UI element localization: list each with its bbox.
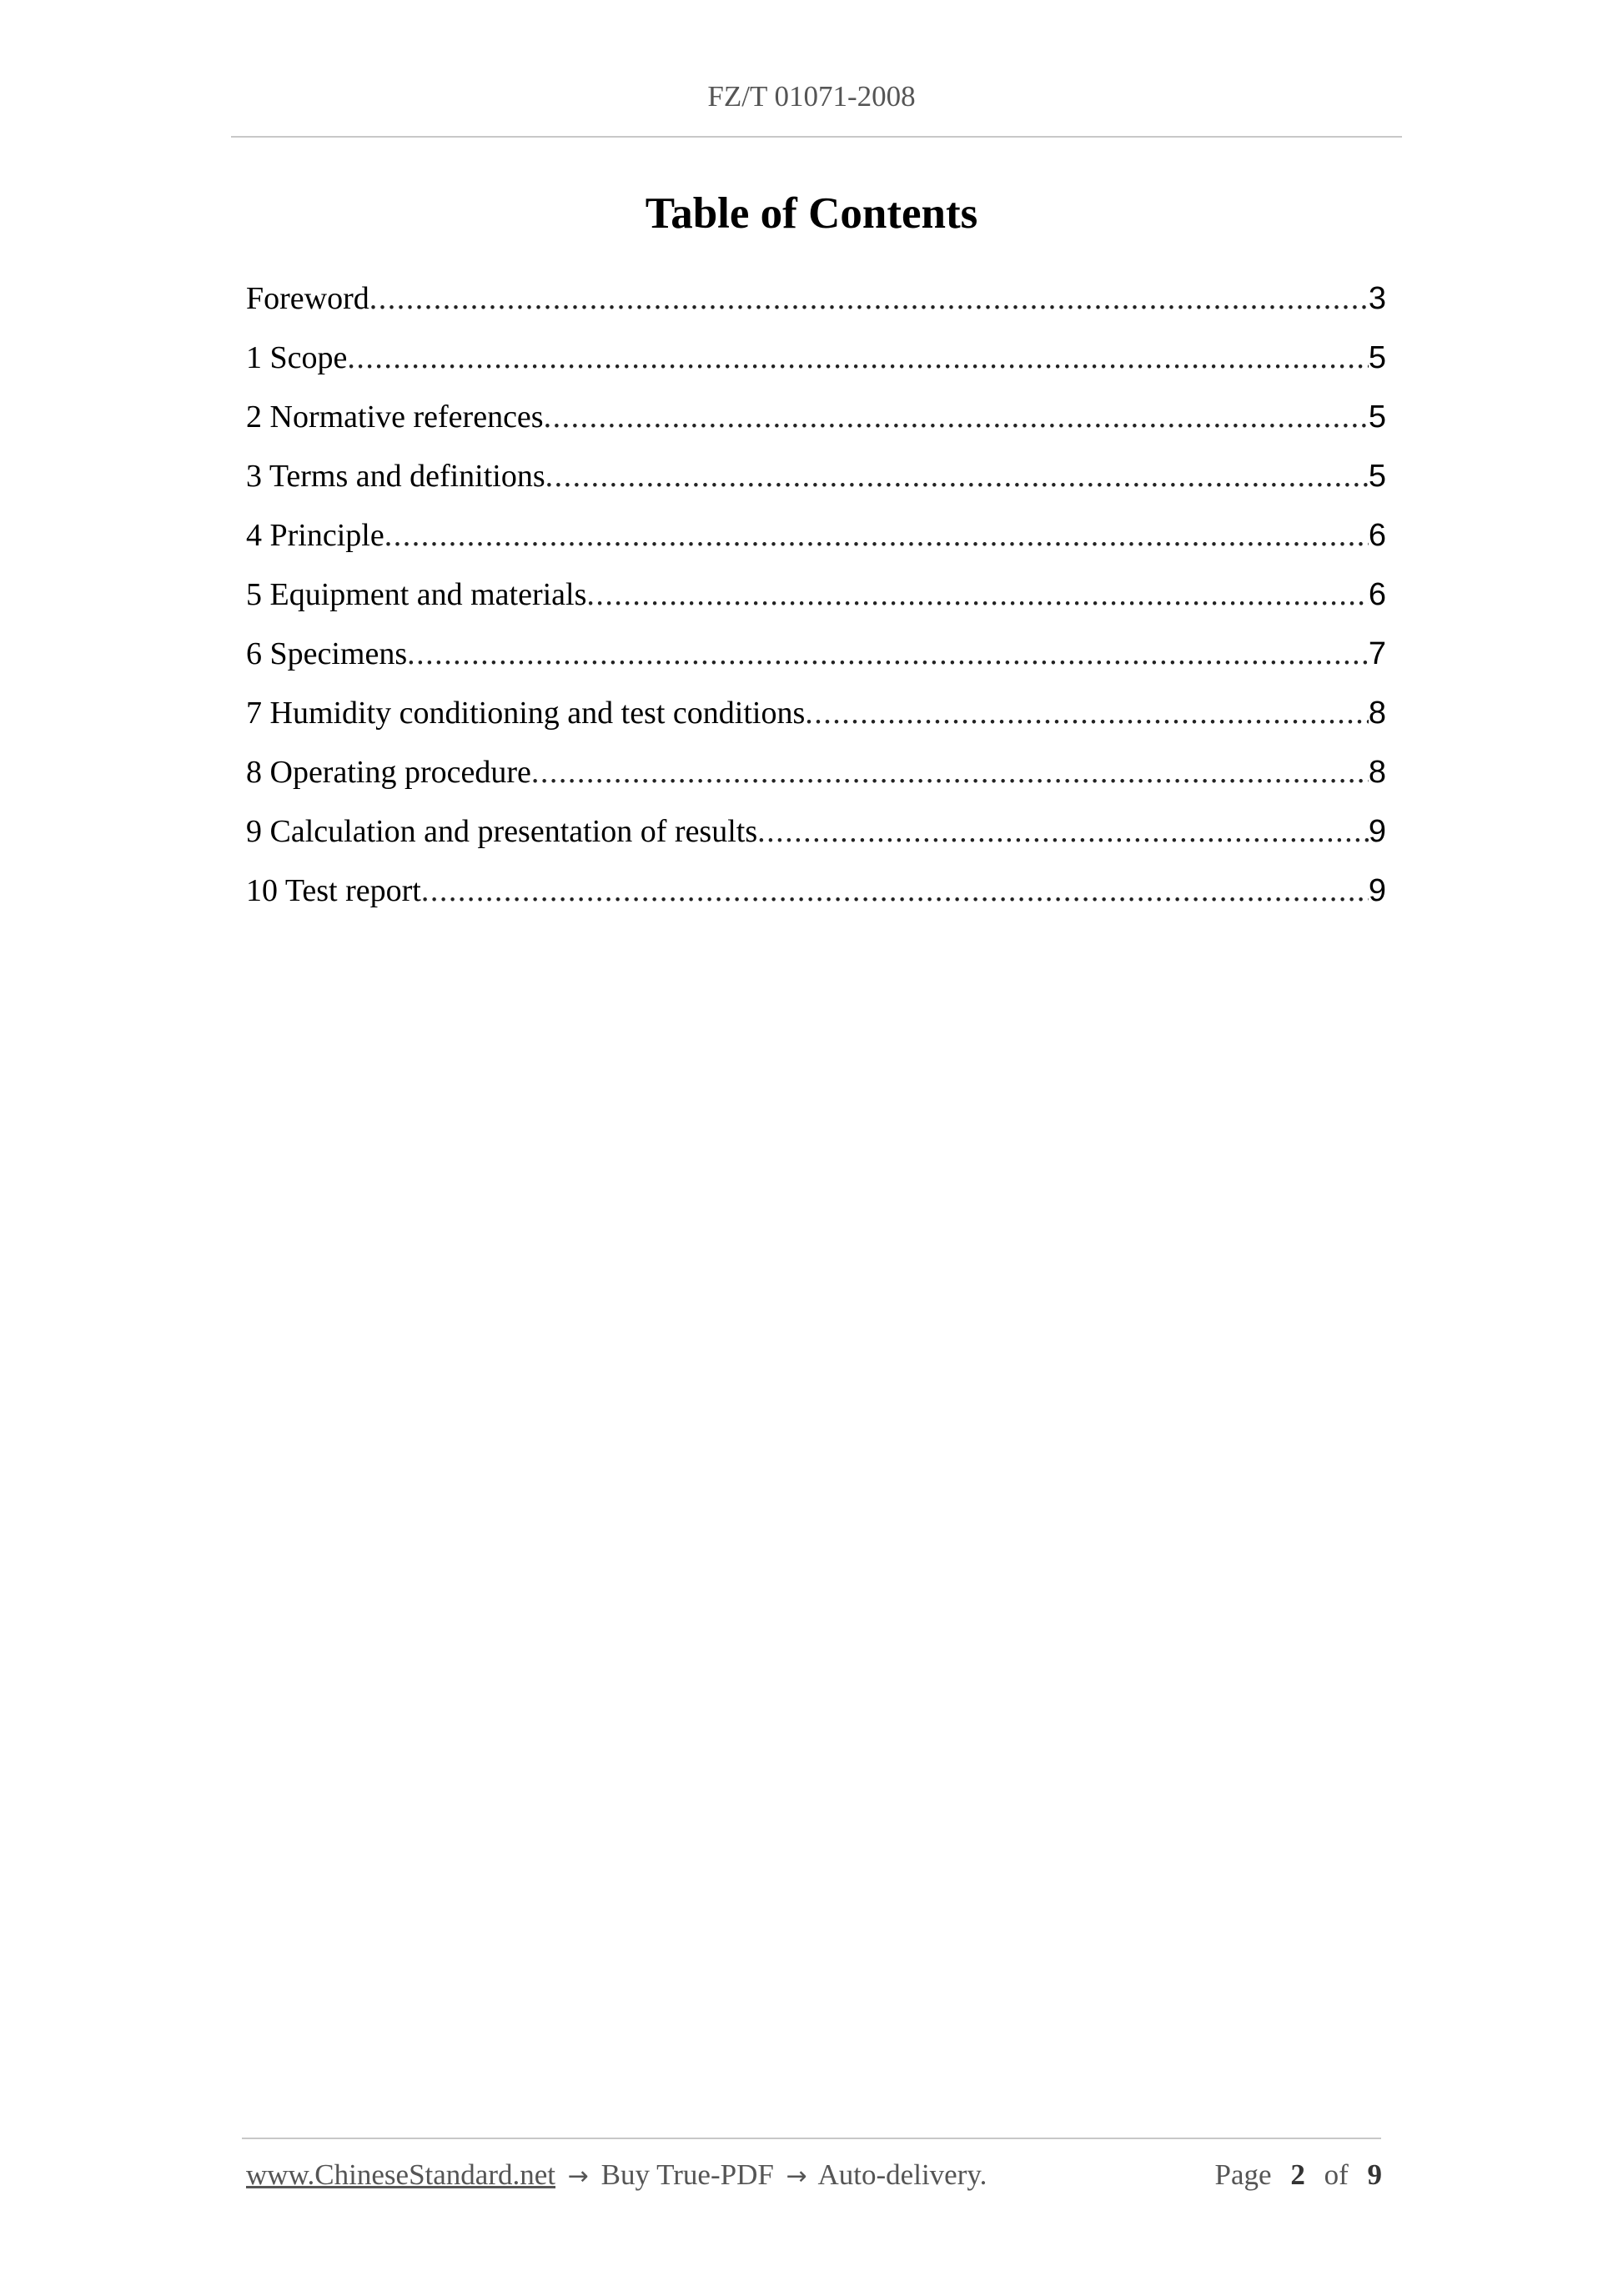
toc-entry-label: Foreword [246, 281, 369, 316]
toc-list [246, 274, 1386, 925]
toc-dot-leader [757, 806, 1369, 857]
right-arrow-icon: → [786, 2162, 807, 2191]
toc-entry-foreword[interactable] [246, 274, 1386, 333]
toc-entry-page: 6 [1368, 518, 1386, 553]
toc-entry-label: 7 Humidity conditioning and test conditions [246, 696, 806, 731]
of-word: of [1324, 2158, 1349, 2191]
current-page-number: 2 [1290, 2158, 1305, 2191]
toc-entry-label: 8 Operating procedure [246, 755, 531, 790]
toc-entry-page: 9 [1368, 814, 1386, 849]
buy-true-pdf-text: Buy True-PDF [600, 2158, 774, 2191]
toc-dot-leader [384, 510, 1369, 560]
toc-dot-leader [369, 274, 1369, 324]
toc-entry-page: 3 [1368, 281, 1386, 316]
toc-entry-principle[interactable] [246, 510, 1386, 570]
page-footer [246, 2158, 1382, 2202]
right-arrow-icon: → [567, 2162, 589, 2191]
auto-delivery-text: Auto-delivery. [817, 2158, 987, 2191]
toc-entry-page: 9 [1368, 873, 1386, 908]
toc-entry-page: 8 [1368, 755, 1386, 790]
toc-entry-label: 10 Test report [246, 873, 421, 908]
toc-entry-page: 7 [1368, 636, 1386, 671]
toc-entry-page: 6 [1368, 577, 1386, 612]
toc-entry-page: 5 [1368, 399, 1386, 435]
toc-entry-label: 5 Equipment and materials [246, 577, 587, 612]
toc-entry-label: 9 Calculation and presentation of results [246, 814, 758, 849]
toc-entry-page: 5 [1368, 459, 1386, 494]
page-number [1215, 2158, 1382, 2192]
footer-promo [246, 2158, 987, 2192]
toc-entry-equipment-and-materials[interactable] [246, 570, 1386, 629]
footer-divider [242, 2138, 1381, 2139]
document-code-header: FZ/T 01071-2008 [707, 80, 916, 113]
toc-dot-leader [407, 629, 1369, 679]
toc-entry-scope[interactable] [246, 333, 1386, 392]
toc-entry-label: 3 Terms and definitions [246, 459, 545, 494]
toc-entry-normative-references[interactable] [246, 392, 1386, 451]
toc-dot-leader [545, 451, 1369, 501]
toc-title: Table of Contents [645, 189, 978, 238]
toc-dot-leader [421, 866, 1369, 916]
toc-dot-leader [586, 570, 1368, 620]
toc-entry-operating-procedure[interactable] [246, 747, 1386, 806]
toc-entry-label: 6 Specimens [246, 636, 408, 671]
website-link[interactable]: www.ChineseStandard.net [246, 2158, 555, 2191]
toc-entry-page: 5 [1368, 340, 1386, 375]
toc-entry-label: 2 Normative references [246, 399, 544, 435]
toc-entry-humidity-conditioning[interactable] [246, 688, 1386, 747]
toc-entry-page: 8 [1368, 696, 1386, 731]
page-word: Page [1214, 2158, 1272, 2191]
toc-dot-leader [347, 333, 1368, 383]
total-pages-number: 9 [1367, 2158, 1382, 2191]
toc-entry-terms-and-definitions[interactable] [246, 451, 1386, 510]
header-divider [231, 136, 1402, 138]
toc-entry-label: 4 Principle [246, 518, 384, 553]
toc-dot-leader [531, 747, 1369, 797]
toc-entry-calculation-and-results[interactable] [246, 806, 1386, 866]
toc-dot-leader [544, 392, 1369, 442]
toc-entry-test-report[interactable] [246, 866, 1386, 925]
toc-dot-leader [805, 688, 1369, 738]
toc-entry-label: 1 Scope [246, 340, 348, 375]
toc-entry-specimens[interactable] [246, 629, 1386, 688]
